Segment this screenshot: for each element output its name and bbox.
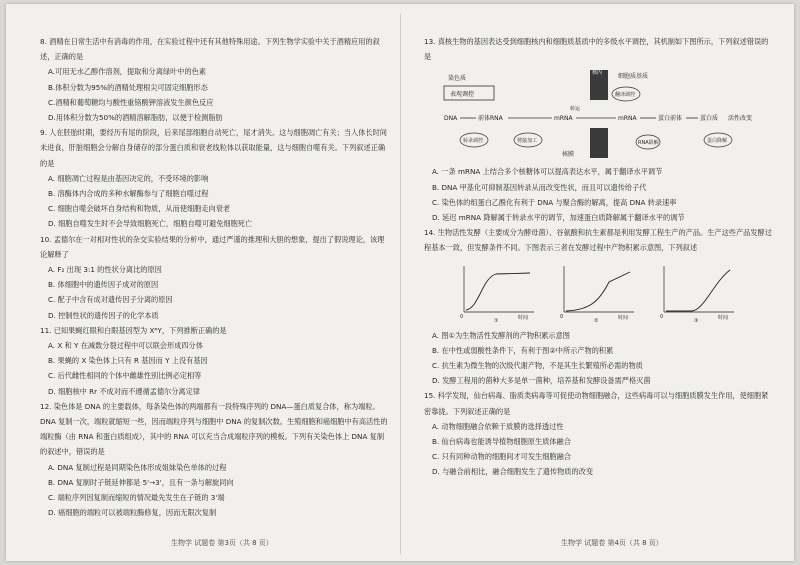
option: A. F₂ 出现 3:1 的性状分离比的原因 bbox=[48, 265, 162, 275]
transcription-label: 转录调控 bbox=[463, 138, 484, 145]
question-stem: 13. 真核生物的基因表达受到细胞核内和细胞质基质中的多级水平调控，其机制如下图所示，下列叙述错误的是 bbox=[424, 37, 769, 62]
chart3-label: ③ bbox=[694, 317, 699, 324]
question-stem: 14. 生物活性发酵（主要成分为酵母菌）、谷氨酸和抗生素都是利用发酵工程生产的产品。生产这些产品发酵过程基本一致，但发酵条件不同。下图表示三者在发酵过程中产物积累示意图，下列叙述 bbox=[424, 228, 772, 253]
option: C. 染色体的组蛋白乙酰化有利于 DNA 与聚合酶的解离，提高 DNA 转录速率 bbox=[432, 197, 677, 207]
option: C.酒精和葡萄糖均与酸性重铬酸钾溶液发生颜色反应 bbox=[48, 97, 214, 107]
rna-pre-label: 前体RNA bbox=[478, 115, 503, 123]
question-stem: 8. 酒精在日常生活中有消毒的作用，在实验过程中还有其他特殊用途。下列生物学实验中关于酒精应用的叙述，正确的是 bbox=[40, 37, 380, 62]
option: B. DNA 甲基化可抑制基因转录从而改变性状，而且可以遗传给子代 bbox=[432, 182, 647, 192]
question-12 bbox=[40, 399, 390, 460]
question-13 bbox=[424, 34, 774, 64]
curves-svg bbox=[424, 262, 764, 324]
options-8 bbox=[40, 64, 390, 125]
chart2-label: ② bbox=[594, 317, 599, 324]
dna-label: DNA bbox=[444, 115, 458, 123]
mrna-nucleus-label: mRNA bbox=[554, 115, 573, 123]
options-10 bbox=[40, 262, 390, 323]
right-footer: 生物学 试题卷 第4页（共 8 页） bbox=[561, 539, 663, 547]
chart2-curve bbox=[566, 272, 630, 311]
nucleus-bottom-label: 核膜 bbox=[562, 151, 575, 159]
option: A. DNA 复制过程是同期染色体形成姐妹染色单体的过程 bbox=[48, 462, 227, 472]
protein-label: 蛋白质 bbox=[700, 115, 719, 123]
question-stem: 15. 科学发现，仙台病毒、脂质类病毒等可促使动物细胞融合，这些病毒可以与细胞质膜发生作用，使细胞紧密靠拢。下列叙述正确的是 bbox=[424, 391, 769, 416]
option: A. 动物细胞融合依赖于质膜的选择透过性 bbox=[432, 421, 564, 431]
option: D. 与融合前相比，融合细胞发生了遗传物质的改变 bbox=[432, 467, 594, 477]
option: D. 癌细胞的端粒可以被端粒酶修复，因而无限次复制 bbox=[48, 508, 217, 518]
transport-label: 转运 bbox=[570, 106, 581, 113]
question-11 bbox=[40, 323, 390, 338]
chart2-xlabel: 时间 bbox=[618, 314, 629, 321]
question-stem: 9. 人在胚胎时期，要经历有尾的阶段，后来尾部细胞自动死亡，尾才消失。这与细胞凋亡有关；当人体长时间未进食，肝脏细胞会分解自身储存的部分蛋白质和衰老线粒体以获取能量，这与细胞自噬有关。下列叙述正确的是 bbox=[40, 128, 387, 168]
protein-deg-label: 蛋白降解 bbox=[707, 138, 728, 145]
option: C. 抗生素为微生物的次级代谢产物，不是其生长繁殖所必需的物质 bbox=[432, 361, 643, 371]
chart1-origin: 0 bbox=[460, 313, 464, 320]
option: B. 仙台病毒也能诱导植物细胞原生质体融合 bbox=[432, 437, 571, 447]
options-14 bbox=[424, 328, 774, 389]
option: D. 控制性状的遗传因子的化学本质 bbox=[48, 310, 159, 320]
chart3-curve bbox=[666, 270, 730, 311]
options-12 bbox=[40, 460, 390, 521]
option: B. 溶酶体内合成的多种水解酶参与了细胞自噬过程 bbox=[48, 189, 209, 199]
active-label: 活性改变 bbox=[728, 115, 753, 123]
question-stem: 12. 染色体是 DNA 的主要载体，每条染色体的两端都有一段特殊序列的 DNA—蛋白质复合体，称为端粒。DNA 复制一次，端粒就缩短一些，因而端粒序列与细胞中 DNA 的复制次数。生殖细胞和癌细胞中有高活性的端粒酶（由 RNA 和蛋白质组成），其中的 RNA 可以充当合成端粒序列的模板。下列有关染色体上 DNA 复制的叙述中，错误的是 bbox=[40, 401, 388, 457]
option: D. 发酵工程用的菌种大多是单一菌种，培养基和发酵设备需严格灭菌 bbox=[432, 376, 651, 386]
question-stem: 11. 已知果蝇红眼和白眼基因型为 XᴿY，下列推断正确的是 bbox=[40, 325, 227, 335]
protein-pre-label: 蛋白前体 bbox=[658, 115, 683, 123]
rna-deg-label: RNA降解 bbox=[638, 140, 659, 147]
chart3-xlabel: 时间 bbox=[718, 314, 729, 321]
left-footer: 生物学 试题卷 第3页（共 8 页） bbox=[171, 539, 273, 547]
option: B. DNA 复制时子链延伸都是 5'→3'，且有一条与解旋同向 bbox=[48, 477, 234, 487]
diagram-svg bbox=[442, 68, 762, 160]
option: A.可用无水乙醇作溶剂，提取和分离绿叶中的色素 bbox=[48, 67, 207, 77]
option: D.用体积分数为50%的酒精溶解脂肪，以便于检测脂肪 bbox=[48, 113, 223, 123]
option: C. 端粒序列因复制而缩短的情况最先发生在子链的 3'端 bbox=[48, 493, 225, 503]
question-14 bbox=[424, 225, 774, 255]
chart1-xlabel: 时间 bbox=[518, 314, 529, 321]
mrna-cyto-label: mRNA bbox=[618, 115, 637, 123]
chromatin-label: 染色质 bbox=[448, 75, 467, 83]
option: B. 体细胞中的遗传因子成对的原因 bbox=[48, 280, 159, 290]
question-stem: 10. 孟德尔在一对相对性状的杂交实验结果的分析中，通过严谨的推理和大胆的想象，提出了假说理论，该理论解释了 bbox=[40, 234, 385, 259]
options-9 bbox=[40, 171, 390, 232]
left-page bbox=[40, 34, 390, 521]
nuclear-label: 核内 bbox=[592, 70, 603, 77]
gene-regulation-diagram bbox=[442, 68, 774, 160]
option: A. 细胞凋亡过程是由基因决定的，不受环境的影响 bbox=[48, 173, 209, 183]
option: C. 配子中含有成对遗传因子分离的原因 bbox=[48, 295, 173, 305]
processing-label: 剪接加工 bbox=[517, 138, 538, 145]
option: A. 一条 mRNA 上结合多个核糖体可以提高表达水平，属于翻译水平调节 bbox=[432, 167, 663, 177]
question-15 bbox=[424, 388, 774, 418]
option: D. 延迟 mRNA 降解属于转录水平的调节，加速蛋白质降解属于翻译水平的调节 bbox=[432, 213, 685, 223]
option: A. X 和 Y 在减数分裂过程中可以联会形成四分体 bbox=[48, 341, 203, 351]
option: C. 只有同种动物的细胞间才可发生细胞融合 bbox=[432, 452, 571, 462]
fermentation-curves bbox=[424, 262, 774, 324]
chart3-origin: 0 bbox=[660, 313, 664, 320]
question-9 bbox=[40, 125, 390, 171]
option: A. 图①为生物活性发酵剂的产物积累示意图 bbox=[432, 330, 570, 340]
chart2-origin: 0 bbox=[560, 313, 564, 320]
option: D. 细胞核中 Rr 不成对而不遵循孟德尔分离定律 bbox=[48, 386, 200, 396]
option: B. 在中性或弱酸性条件下，有利于图②中所示产物的积累 bbox=[432, 345, 614, 355]
translation-label: 翻译调控 bbox=[615, 92, 636, 99]
histone-label: 表观调控 bbox=[450, 91, 475, 99]
exam-sheet bbox=[6, 4, 794, 561]
question-10 bbox=[40, 232, 390, 262]
page-divider bbox=[400, 14, 401, 554]
chart1-curve bbox=[466, 273, 530, 310]
option: C. 细胞自噬会破坏自身结构和物质，从而使细胞走向衰老 bbox=[48, 204, 231, 214]
option: C. 后代雌性相同的个体中雌雄性别比例必定相等 bbox=[48, 371, 202, 381]
options-13 bbox=[424, 164, 774, 225]
option: B.体积分数为95%的酒精处理根尖可固定细胞形态 bbox=[48, 82, 208, 92]
options-11 bbox=[40, 338, 390, 399]
option: D. 细胞自噬发生时不会导致细胞死亡，细胞自噬可避免细胞死亡 bbox=[48, 219, 253, 229]
question-8 bbox=[40, 34, 390, 64]
cytoplasm-label: 细胞质基质 bbox=[618, 73, 649, 81]
right-page bbox=[424, 34, 774, 480]
nuclear-envelope-bottom bbox=[590, 128, 608, 158]
chart1-label: ① bbox=[494, 317, 499, 324]
options-15 bbox=[424, 419, 774, 480]
option: B. 果蝇的 X 染色体上只有 R 基因而 Y 上没有基因 bbox=[48, 356, 208, 366]
